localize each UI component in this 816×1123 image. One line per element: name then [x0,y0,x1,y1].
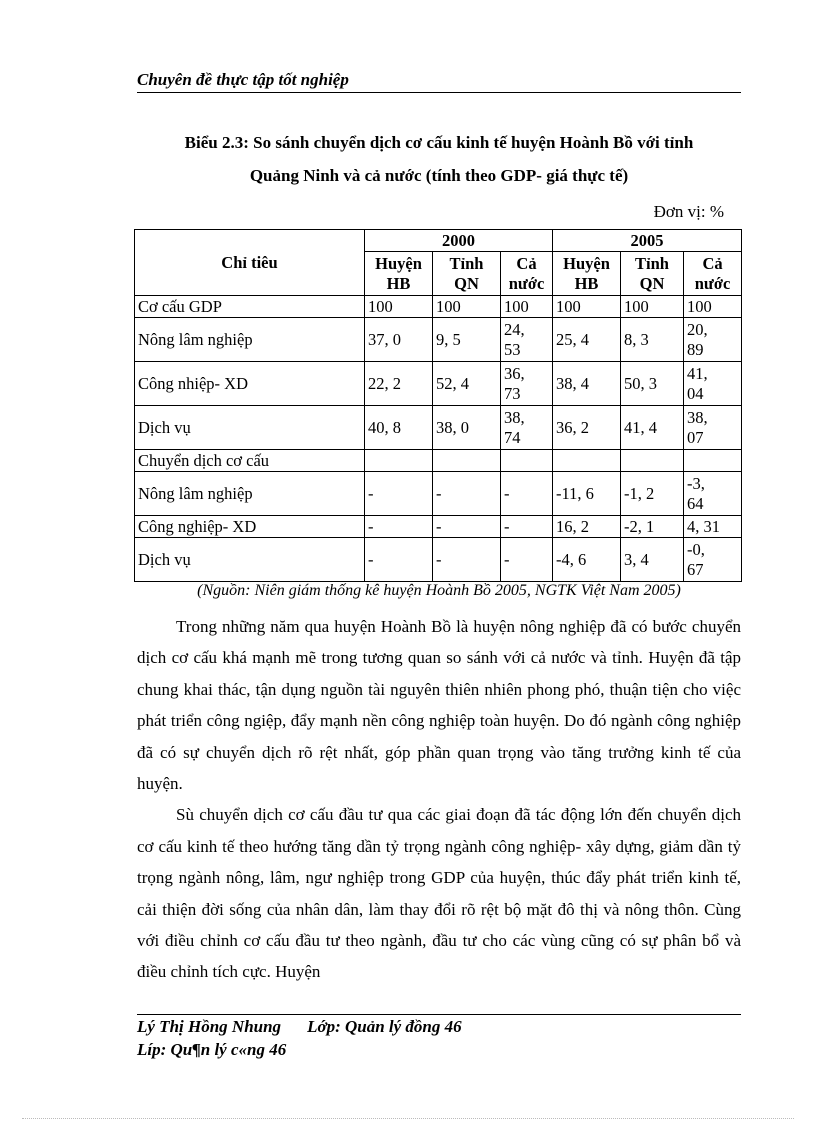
subheader-4 [621,252,684,296]
subheader-2 [501,252,553,296]
author-name: Lý Thị Hồng Nhung [137,1017,282,1036]
table-cell: -3, 64 [684,472,742,516]
table-cell: -4, 6 [553,538,621,582]
subheader-1-line-0: Tỉnh [449,253,484,273]
table-cell: - [501,516,553,538]
subheader-2-line-0: Cả [516,253,537,273]
subheader-3-line-1: HB [574,273,599,293]
table-cell [433,450,501,472]
table-cell: 100 [553,296,621,318]
row-label: Dịch vụ [135,538,365,582]
table-cell: 4, 31 [684,516,742,538]
table-cell: 38, 74 [501,406,553,450]
table-cell: 37, 0 [365,318,433,362]
subheader-5-line-1: nước [694,273,731,293]
row-label: Chuyển dịch cơ cấu [135,450,365,472]
table-cell: 38, 0 [433,406,501,450]
subheader-5-line-0: Cả [702,253,723,273]
table-cell: -1, 2 [621,472,684,516]
table-cell: 100 [684,296,742,318]
row-label: Công nghiệp- XD [135,516,365,538]
table-cell: - [365,516,433,538]
table-row [135,516,742,538]
table-cell: 100 [501,296,553,318]
table-cell: 100 [433,296,501,318]
table-cell: 40, 8 [365,406,433,450]
footer-line-1 [137,1017,462,1037]
row-label: Dịch vụ [135,406,365,450]
subheader-0 [365,252,433,296]
table-cell: 8, 3 [621,318,684,362]
paragraph-2: Sù chuyển dịch cơ cấu đầu tư qua các giai đoạn đã tác động lớn đến chuyển dịch cơ cấu kinh tế theo hướng tăng dần tỷ trọng ngành công nghiệp- xây dựng, giảm dần tỷ trọng ngành nông, lâm, ngư nghiệp trong GDP của huyện, thúc đẩy phát triển kinh tế, cải thiện đời sống của nhân dân, làm thay đổi rõ rệt bộ mặt đô thị và nông thôn. Cùng với điều chỉnh cơ cấu đầu tư theo ngành, đầu tư cho các vùng cũng có sự phân bổ và điều chỉnh tích cực. Huyện [137,805,741,982]
subheader-3 [553,252,621,296]
table-cell [553,450,621,472]
table-caption-line1: Biểu 2.3: So sánh chuyển dịch cơ cấu kinh tế huyện Hoành Bồ với tỉnh [184,133,694,152]
table-cell: 36, 2 [553,406,621,450]
subheader-5 [684,252,742,296]
table-row [135,296,742,318]
table-cell: 25, 4 [553,318,621,362]
row-label: Cơ cấu GDP [135,296,365,318]
table-cell: 38, 4 [553,362,621,406]
class-name: Lớp: Quản lý đồng 46 [307,1017,462,1036]
table-cell: - [433,538,501,582]
table-cell: - [501,472,553,516]
table-cell: - [501,538,553,582]
table-cell: 9, 5 [433,318,501,362]
table-cell: - [365,538,433,582]
table-cell: -0, 67 [684,538,742,582]
table-cell: 22, 2 [365,362,433,406]
page-bottom-dotted-line [22,1118,794,1119]
subheader-3-line-0: Huyện [563,253,610,273]
table-cell [501,450,553,472]
table-cell: 52, 4 [433,362,501,406]
table-row [135,406,742,450]
table-cell: -11, 6 [553,472,621,516]
header-divider [137,92,741,93]
unit-label: Đơn vị: % [653,202,724,221]
table-cell: 36, 73 [501,362,553,406]
table-cell: -2, 1 [621,516,684,538]
source-note: (Nguồn: Niên giám thống kê huyện Hoành Bồ 2005, NGTK Việt Nam 2005) [197,582,681,599]
page-header-title: Chuyên đề thực tập tốt nghiệp [137,70,349,89]
row-label: Nông lâm nghiệp [135,472,365,516]
table-cell: 3, 4 [621,538,684,582]
subheader-4-line-0: Tỉnh [635,253,669,273]
table-cell: - [433,472,501,516]
table-cell: 50, 3 [621,362,684,406]
table-cell: 41, 4 [621,406,684,450]
table-cell: 24, 53 [501,318,553,362]
table-cell: 20, 89 [684,318,742,362]
subheader-1-line-1: QN [454,273,479,293]
footer-divider [137,1014,741,1015]
table-cell: - [433,516,501,538]
table-cell [621,450,684,472]
table-cell [365,450,433,472]
table-row [135,318,742,362]
table-cell: - [365,472,433,516]
table-cell: 38, 07 [684,406,742,450]
table-cell: 16, 2 [553,516,621,538]
body-text [137,611,741,988]
subheader-4-line-1: QN [639,273,665,293]
table-row [135,362,742,406]
row-label: Nông lâm nghiệp [135,318,365,362]
subheader-2-line-1: nước [508,273,545,293]
table-caption-line2: Quảng Ninh và cả nước (tính theo GDP- giá thực tế) [249,166,629,185]
header-year-2000: 2000 [365,230,553,252]
header-indicator: Chỉ tiêu [135,230,365,296]
table-cell: 100 [621,296,684,318]
subheader-0-line-0: Huyện [375,253,422,273]
comparison-table [134,229,742,582]
row-label: Công nhiệp- XD [135,362,365,406]
table-cell: 41, 04 [684,362,742,406]
table-row [135,450,742,472]
table-cell: 100 [365,296,433,318]
subheader-0-line-1: HB [386,273,411,293]
paragraph-1: Trong những năm qua huyện Hoành Bồ là huyện nông nghiệp đã có bước chuyển dịch cơ cấu khá mạnh mẽ trong tương quan so sánh với cả nước và tỉnh. Huyện đã tập chung khai thác, tận dụng nguồn tài nguyên thiên nhiên phong phó, thuận tiện cho việc phát triển công ngiệp, đẩy mạnh nền công nghiệp toàn huyện. Do đó ngành công nghiệp đã có sự chuyển dịch rõ rệt nhất, góp phần quan trọng vào tăng trưởng kinh tế của huyện. [137,617,741,794]
subheader-1 [433,252,501,296]
table-row [135,538,742,582]
footer-class-garbled: Líp: Qu¶n lý c«ng 46 [137,1040,287,1059]
table-row [135,472,742,516]
header-year-2005: 2005 [553,230,742,252]
table-cell [684,450,742,472]
